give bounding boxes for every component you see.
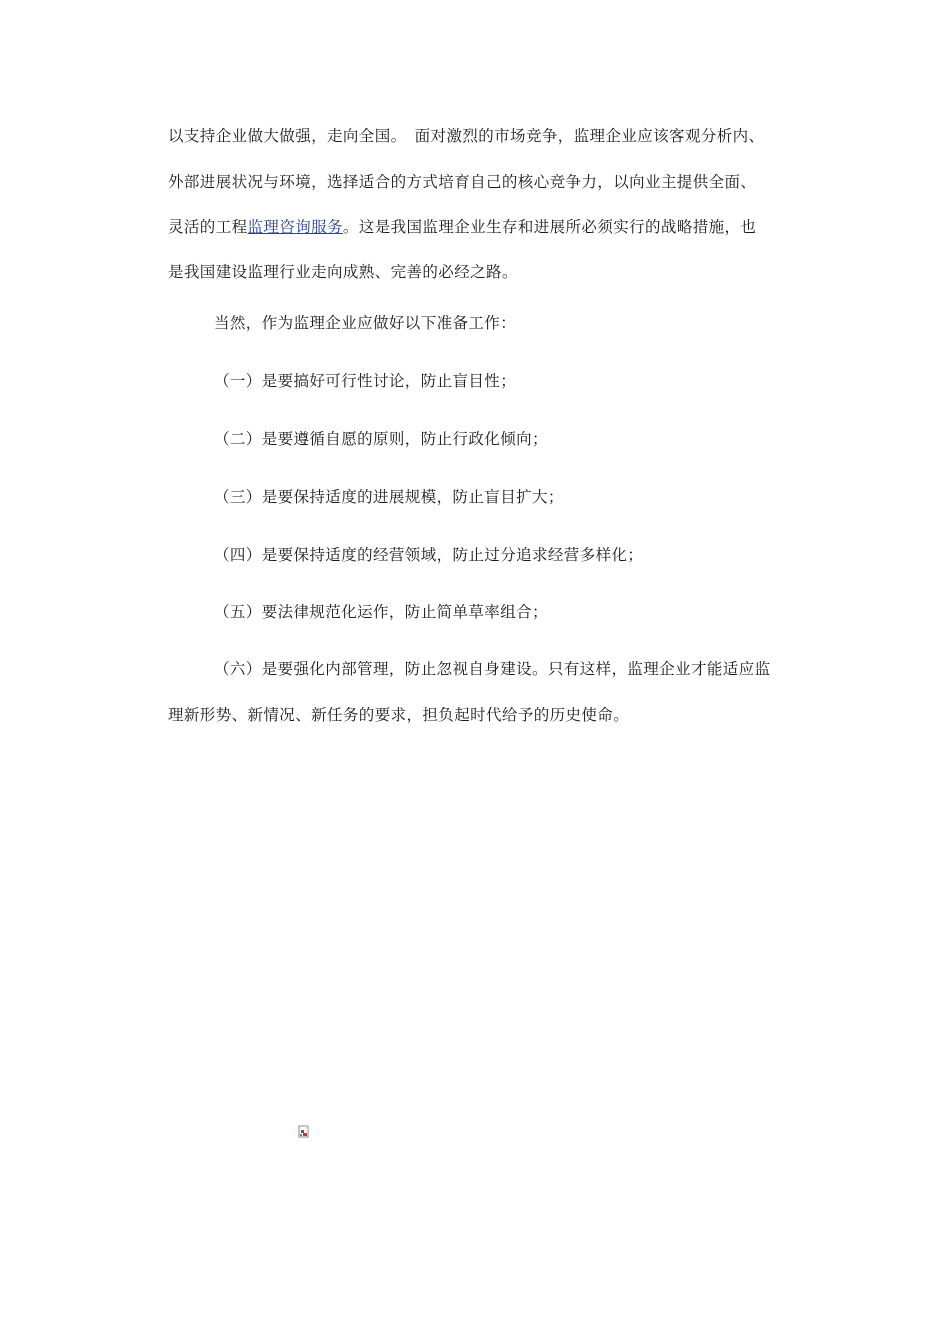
intro-paragraph: 当然，作为监理企业应做好以下准备工作： — [214, 314, 517, 332]
last-paragraph-line-2: 理新形势、新情况、新任务的要求，担负起时代给予的历史使命。 — [168, 706, 630, 724]
list-item-3: （三）是要保持适度的进展规模，防止盲目扩大； — [214, 488, 564, 506]
last-paragraph-line-1: （六）是要强化内部管理，防止忽视自身建设。只有这样，监理企业才能适应监 — [214, 660, 771, 678]
paragraph-1-line-1: 以支持企业做大做强，走向全国。 面对激烈的市场竞争，监理企业应该客观分析内、 — [168, 127, 765, 145]
list-item-2: （二）是要遵循自愿的原则，防止行政化倾向； — [214, 430, 548, 448]
paragraph-1-line-2: 外部进展状况与环境，选择适合的方式培育自己的核心竞争力，以向业主提供全面、 — [168, 173, 757, 191]
paragraph-1-line-4: 是我国建设监理行业走向成熟、完善的必经之路。 — [168, 263, 518, 281]
broken-image-icon — [298, 1124, 310, 1138]
list-item-4: （四）是要保持适度的经营领域，防止过分追求经营多样化； — [214, 546, 644, 564]
paragraph-1-line-3-after: 。这是我国监理企业生存和进展所必须实行的战略措施，也 — [342, 218, 757, 236]
list-item-1: （一）是要搞好可行性讨论，防止盲目性； — [214, 372, 517, 390]
list-item-5: （五）要法律规范化运作，防止简单草率组合； — [214, 603, 548, 621]
paragraph-1-line-3 — [168, 217, 756, 237]
paragraph-1-line-3-before: 灵活的工程 — [168, 218, 248, 236]
consulting-service-link[interactable]: 监理咨询服务 — [247, 218, 343, 236]
broken-image-icon-graphic — [298, 1125, 310, 1139]
